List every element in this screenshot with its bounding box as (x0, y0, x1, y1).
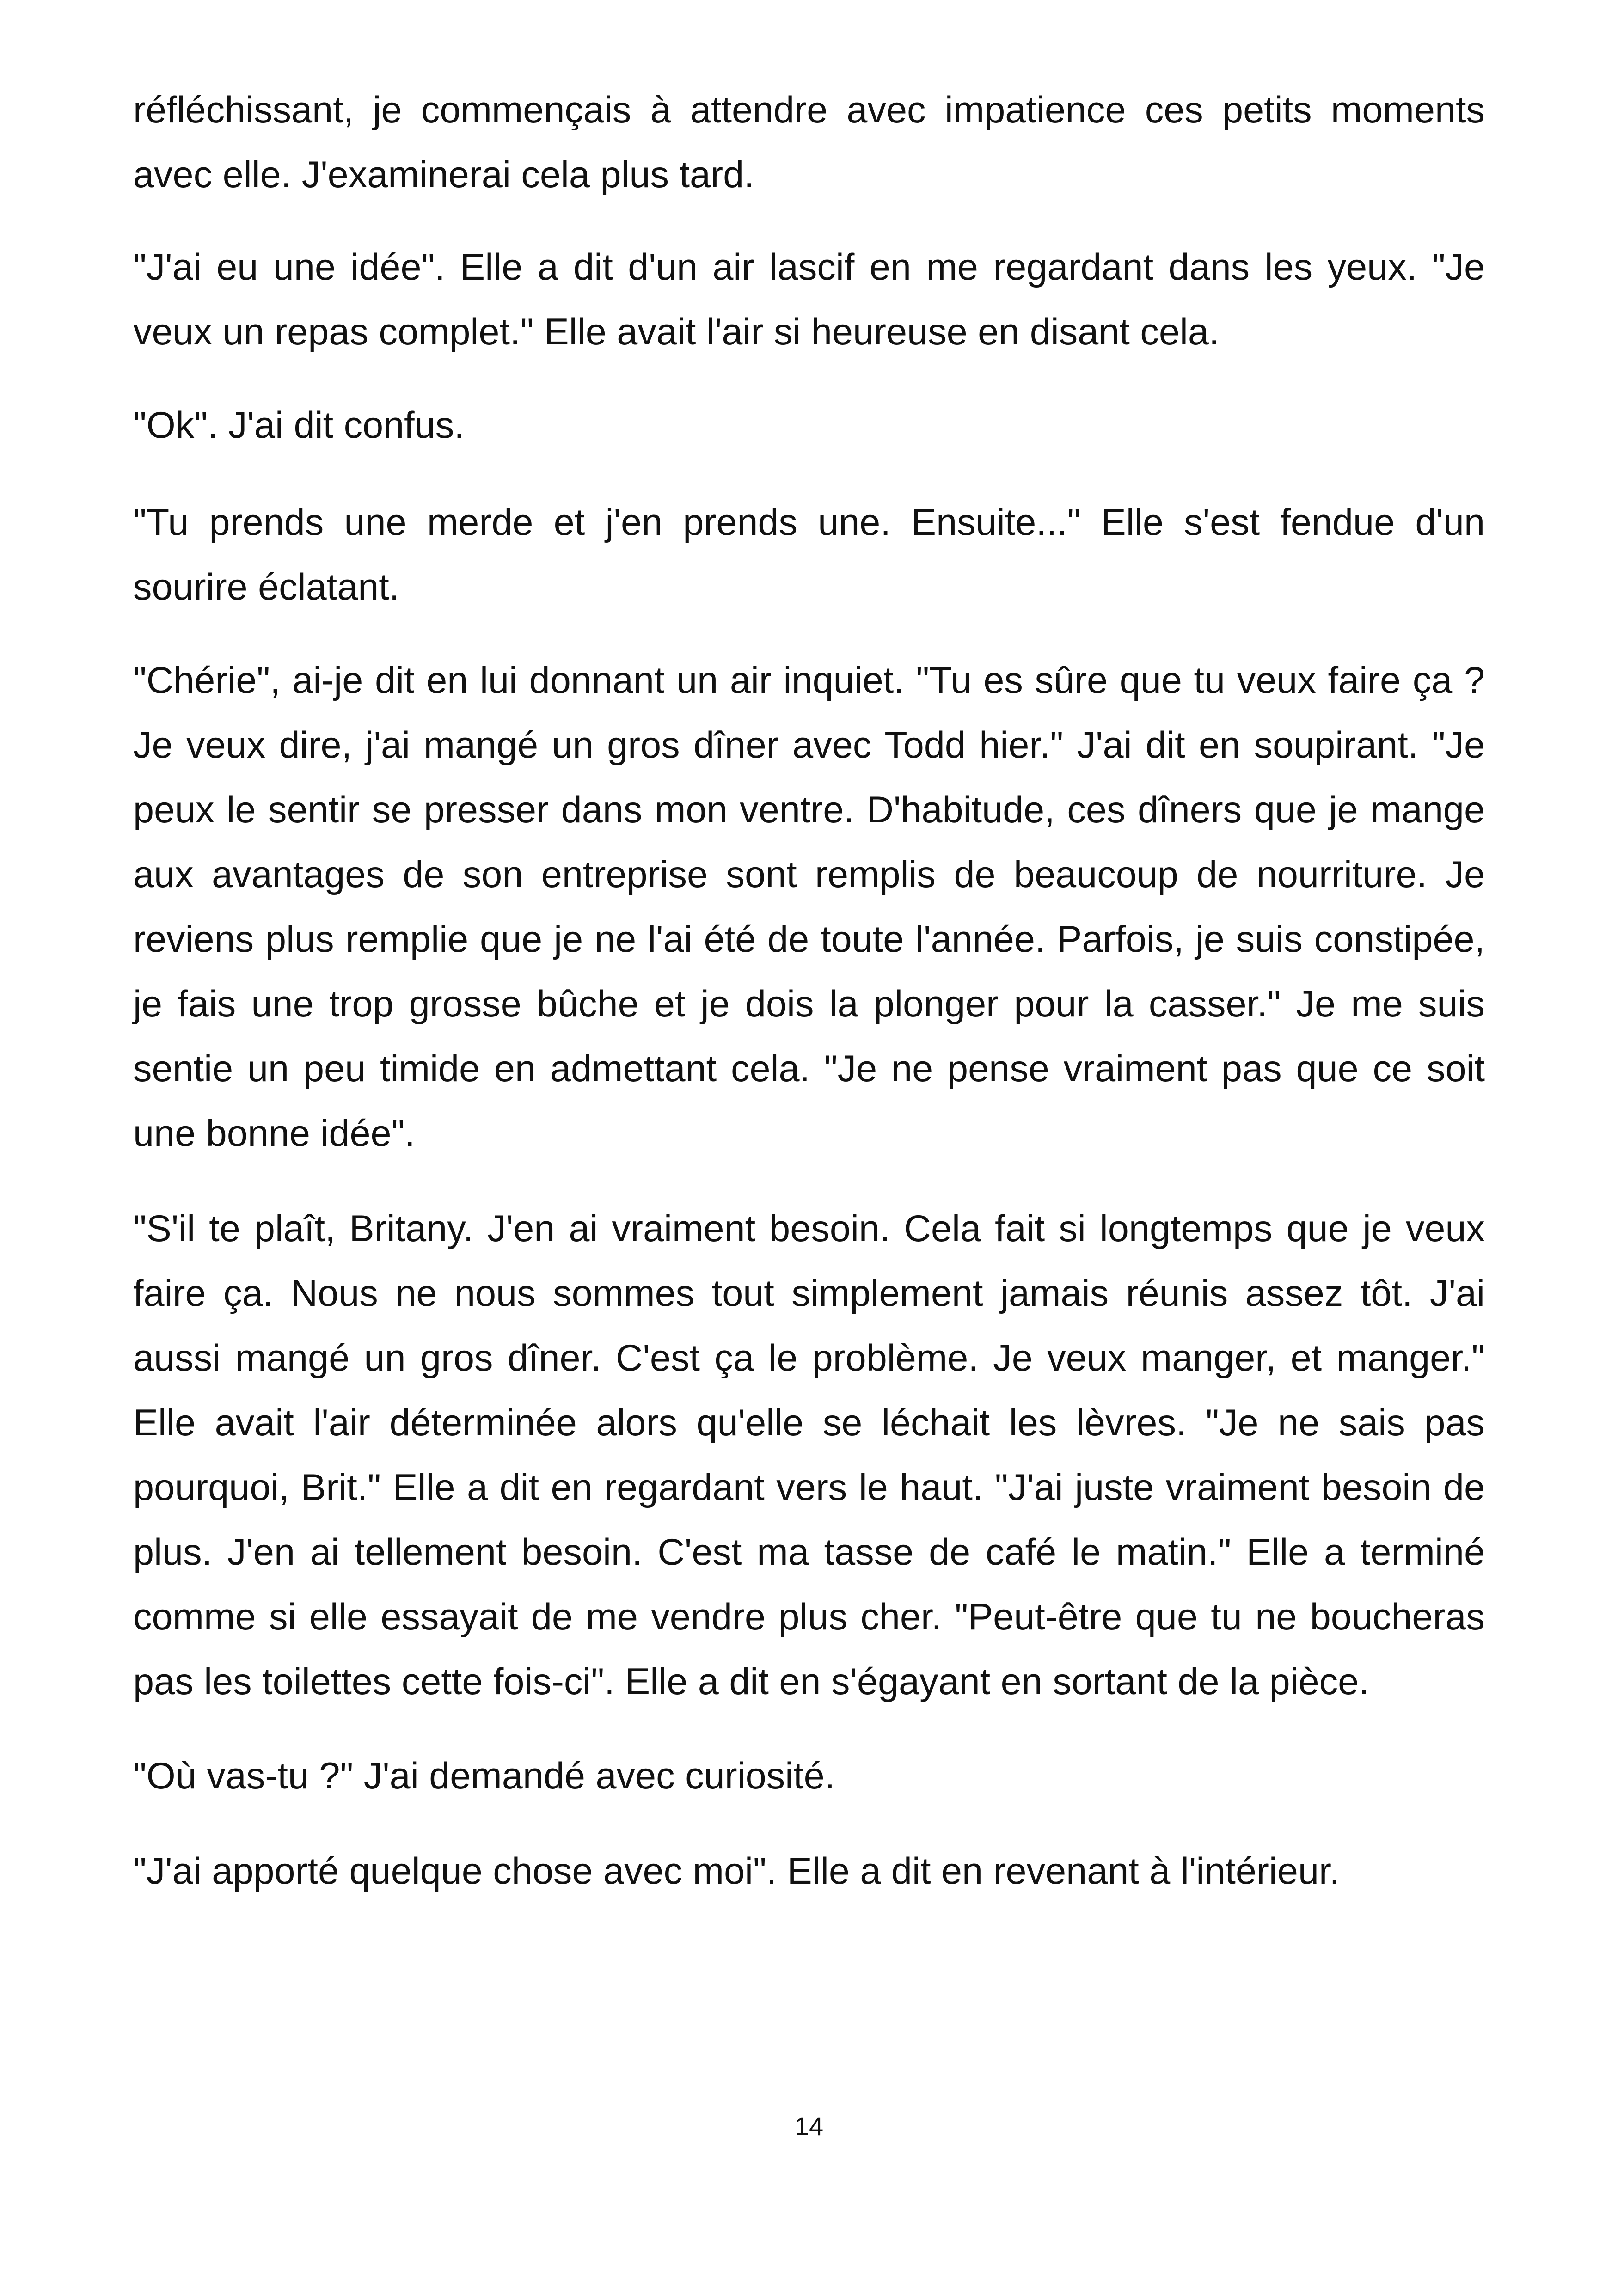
paragraph-2: "J'ai eu une idée". Elle a dit d'un air lascif en me regardant dans les yeux. "Je veux un repas complet." Elle avait l'air si heureuse en disant cela. (133, 246, 1485, 353)
paragraph-3: "Ok". J'ai dit confus. (133, 404, 465, 446)
paragraph-5: "Chérie", ai-je dit en lui donnant un air inquiet. "Tu es sûre que tu veux faire ça ? Je veux dire, j'ai mangé un gros dîner avec Todd hier." J'ai dit en soupirant. "Je peux le sentir se presser dans mon ventre. D'habitude, ces dîners que je mange aux avantages de son entreprise sont remplis de beaucoup de nourriture. Je reviens plus remplie que je ne l'ai été de toute l'année. Parfois, je suis constipée, je fais une trop grosse bûche et je dois la plonger pour la casser." Je me suis sentie un peu timide en admettant cela. "Je ne pense vraiment pas que ce soit une bonne idée". (133, 660, 1485, 1154)
page-number: 14 (794, 2112, 824, 2141)
paragraph-6: "S'il te plaît, Britany. J'en ai vraiment besoin. Cela fait si longtemps que je veux faire ça. Nous ne nous sommes tout simplement jamais réunis assez tôt. J'ai aussi mangé un gros dîner. C'est ça le problème. Je veux manger, et manger." Elle avait l'air déterminée alors qu'elle se léchait les lèvres. "Je ne sais pas pourquoi, Brit." Elle a dit en regardant vers le haut. "J'ai juste vraiment besoin de plus. J'en ai tellement besoin. C'est ma tasse de café le matin." Elle a terminé comme si elle essayait de me vendre plus cher. "Peut-être que tu ne boucheras pas les toilettes cette fois-ci". Elle a dit en s'égayant en sortant de la pièce. (133, 1208, 1485, 1702)
paragraph-8: "J'ai apporté quelque chose avec moi". Elle a dit en revenant à l'intérieur. (133, 1850, 1340, 1892)
paragraph-7: "Où vas-tu ?" J'ai demandé avec curiosité. (133, 1755, 835, 1797)
paragraph-4: "Tu prends une merde et j'en prends une. Ensuite..." Elle s'est fendue d'un sourire éclatant. (133, 502, 1485, 608)
paragraph-1: réfléchissant, je commençais à attendre avec impatience ces petits moments avec elle. J'examinerai cela plus tard. (133, 89, 1485, 196)
body-text (133, 78, 1485, 1904)
